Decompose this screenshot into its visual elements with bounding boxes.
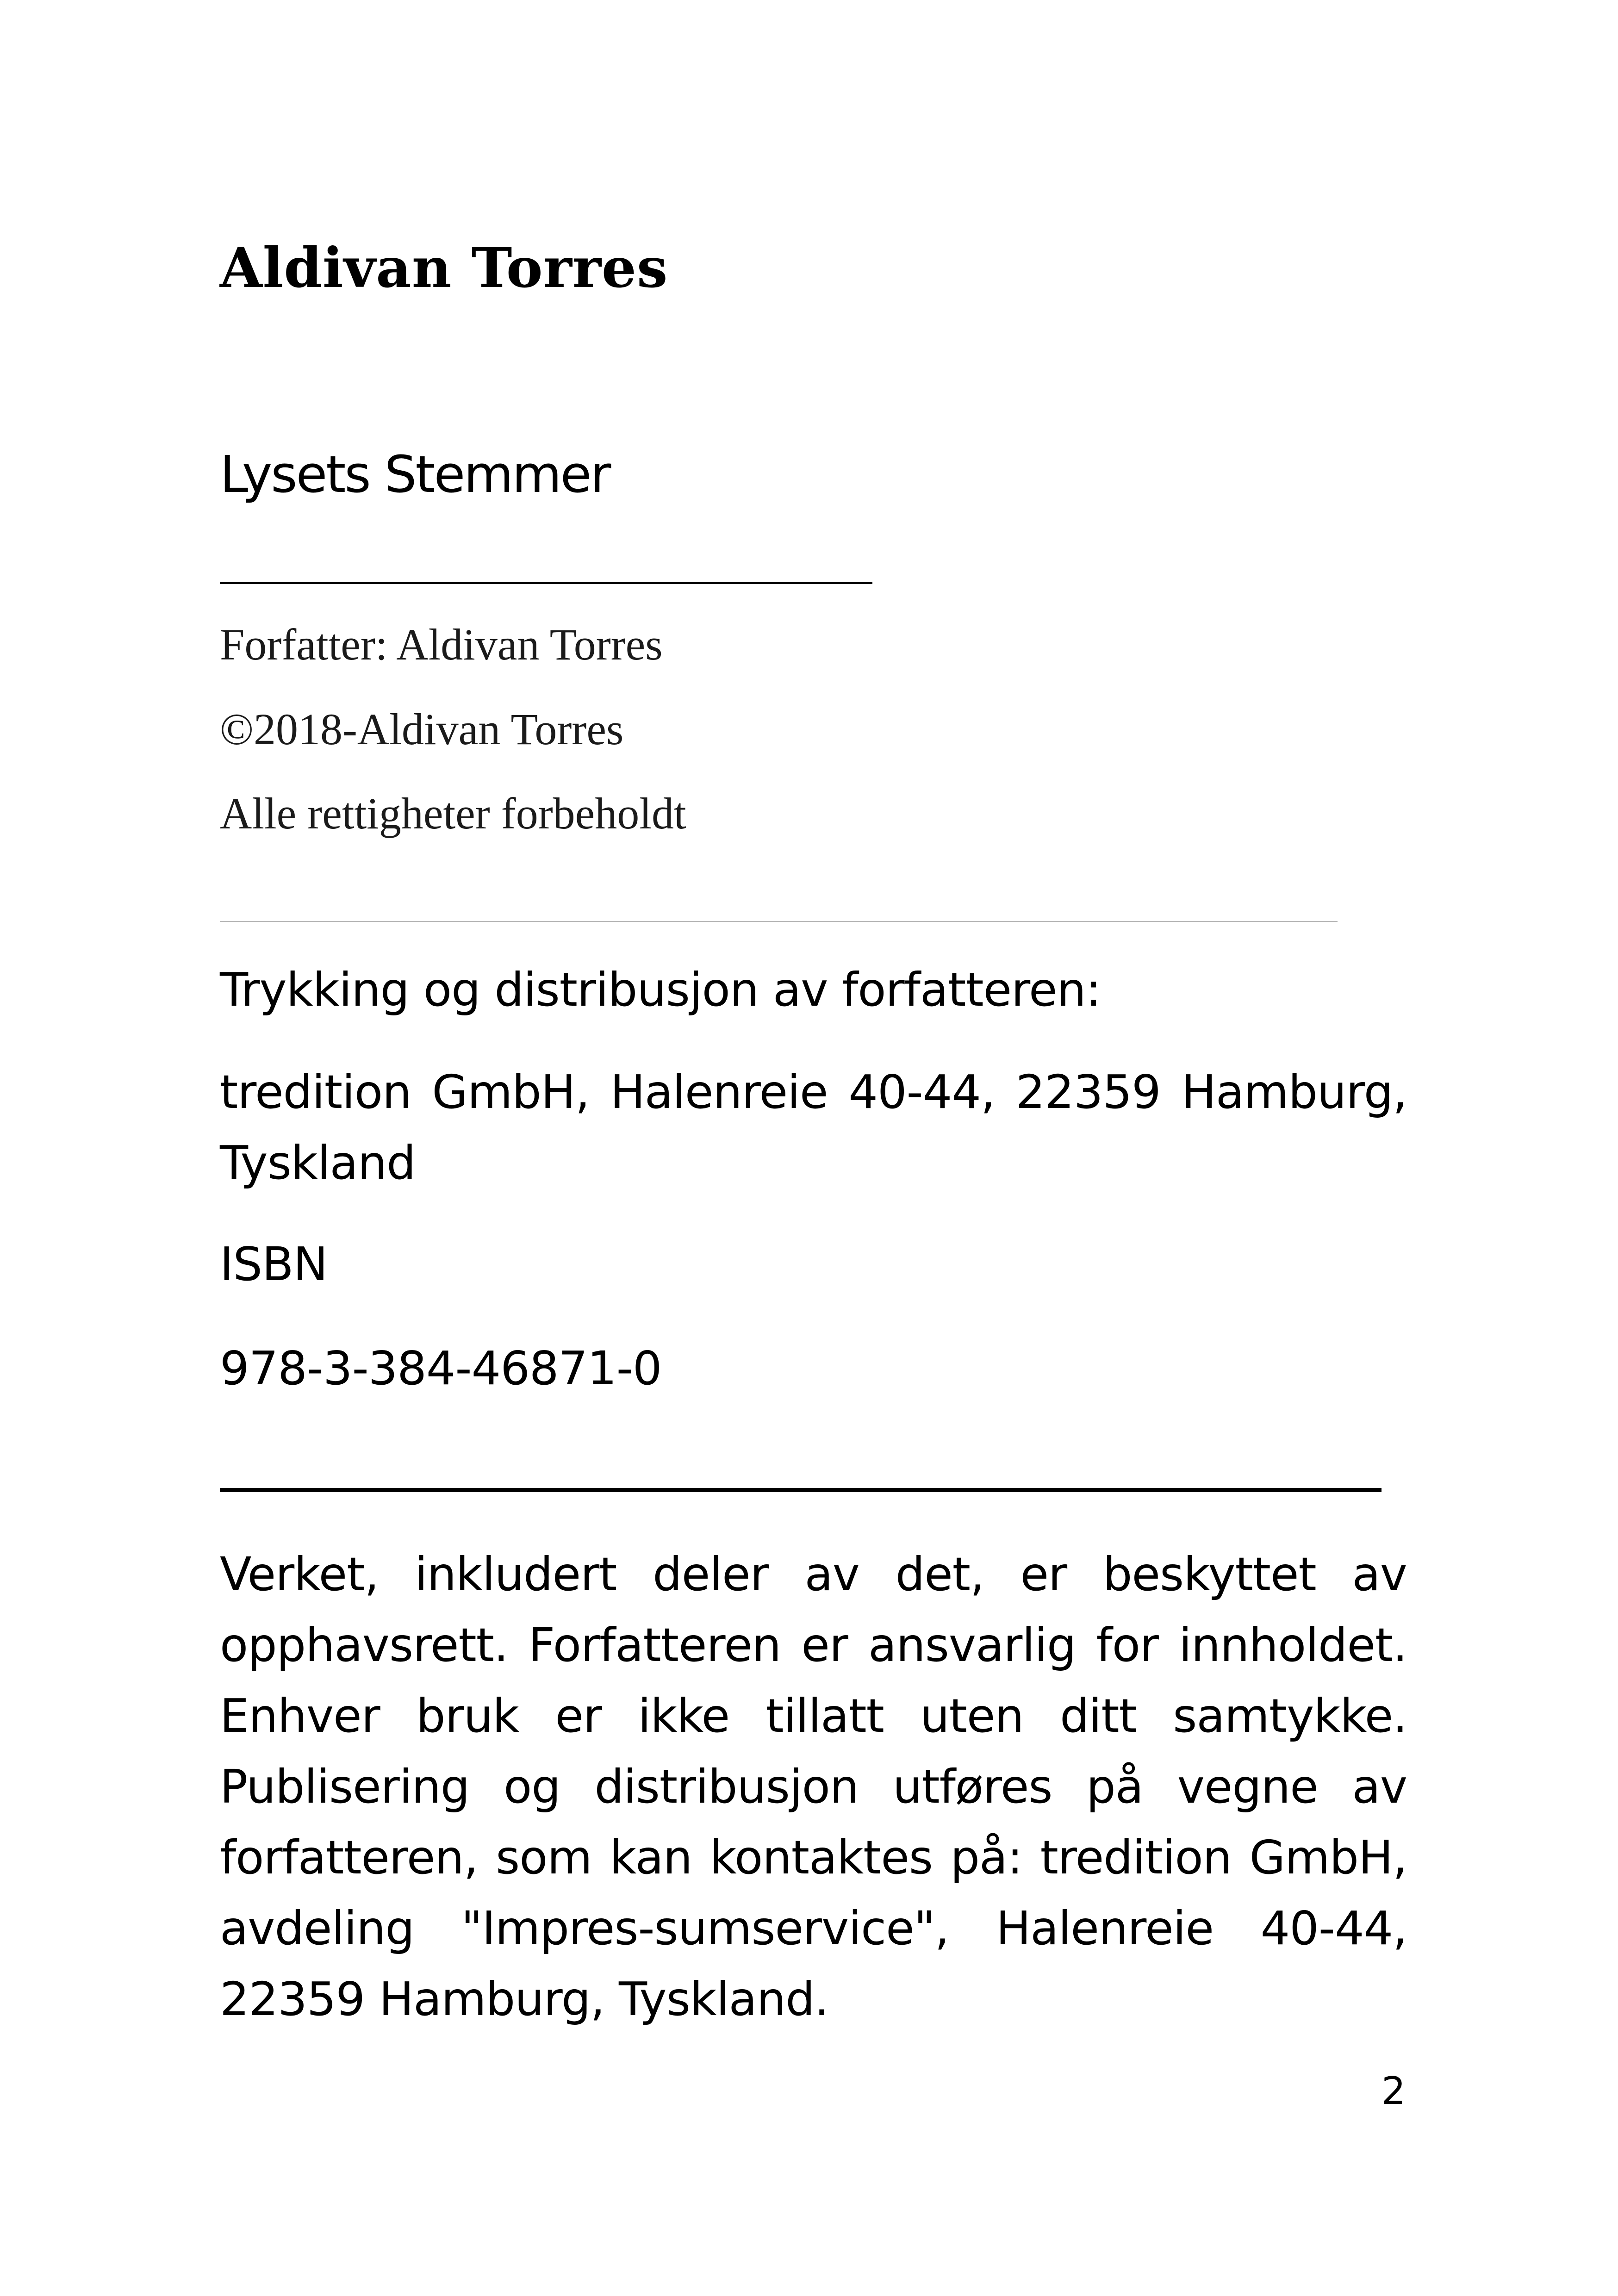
- divider-thick: [220, 1488, 1382, 1492]
- divider-short: [220, 582, 872, 584]
- printing-label: Trykking og distribusjon av forfatteren:: [220, 963, 1101, 1017]
- publisher-address: tredition GmbH, Halenreie 40-44, 22359 Hamburg, Tyskland: [220, 1065, 1407, 1190]
- credit-author-line: Forfatter: Aldivan Torres: [220, 620, 663, 669]
- book-title: Lysets Stemmer: [220, 445, 610, 504]
- divider-thin: [220, 921, 1338, 922]
- copyright-line: ©2018-Aldivan Torres: [220, 704, 624, 754]
- isbn-label: ISBN: [220, 1237, 328, 1291]
- legal-notice: Verket, inkludert deler av det, er beskyttet av opphavsrett. Forfatteren er ansvarlig for innholdet. Enhver bruk er ikke tillatt uten ditt samtykke. Publisering og distribusjon utføres på vegne av forfatteren, som kan kontaktes på: tredition GmbH, avdeling "Impres-sumservice", Halenreie 40-44, 22359 Hamburg, Tyskland.: [220, 1547, 1407, 2026]
- rights-reserved-line: Alle rettigheter forbeholdt: [220, 789, 686, 838]
- isbn-number: 978-3-384-46871-0: [220, 1341, 662, 1395]
- author-heading: Aldivan Torres: [220, 236, 668, 300]
- page-number: 2: [1382, 2069, 1406, 2113]
